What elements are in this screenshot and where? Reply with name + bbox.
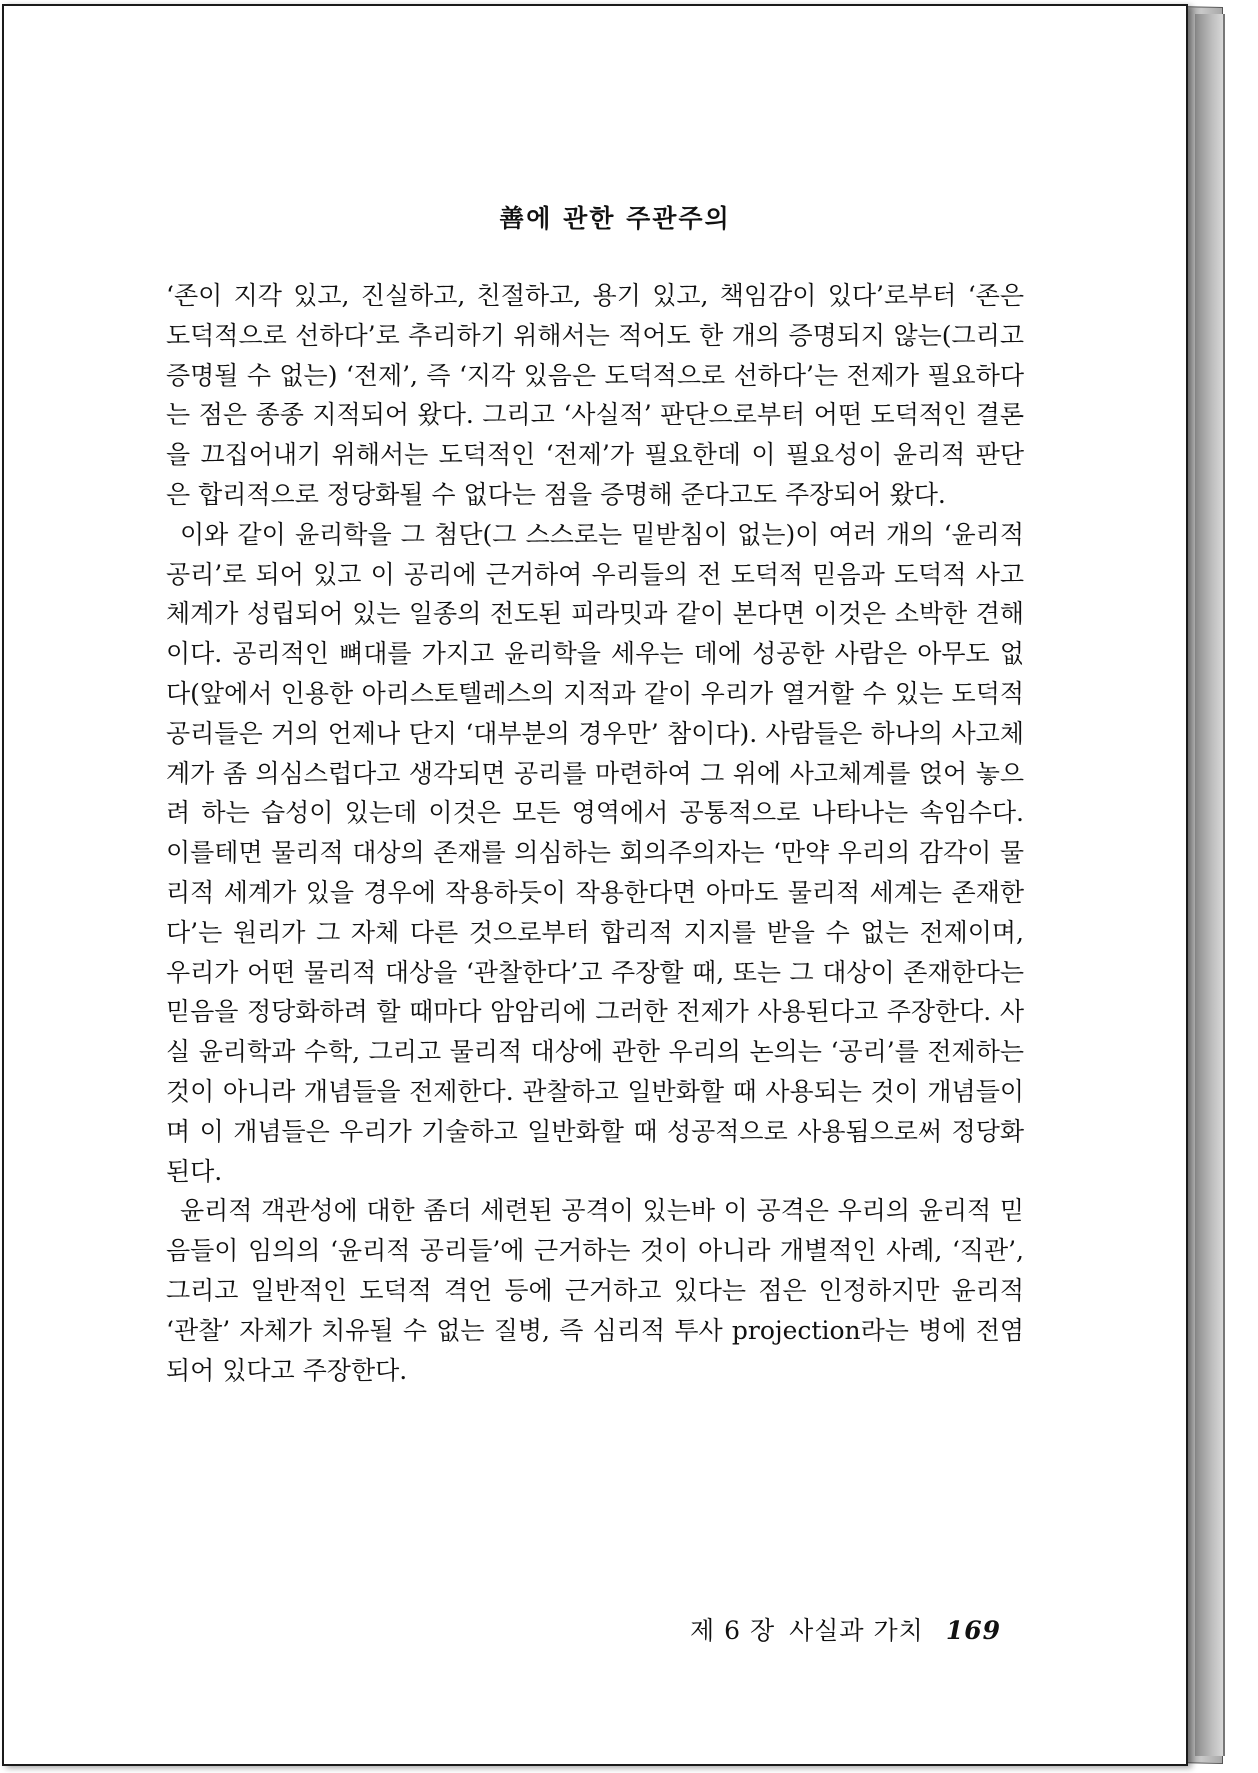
paragraph-1: ‘존이 지각 있고, 진실하고, 친절하고, 용기 있고, 책임감이 있다’로부터 ‘존은 도덕적으로 선하다’로 추리하기 위해서는 적어도 한 개의 증명되지 않는(그리고 증명될 수 없는) ‘전제’, 즉 ‘지각 있음은 도덕적으로 선하다’는 전제가 필요하다는 점은 종종 지적되어 왔다. 그리고 ‘사실적’ 판단으로부터 어떤 도덕적인 결론을 끄집어내기 위해서는 도덕적인 ‘전제’가 필요한데 이 필요성이 윤리적 판단은 합리적으로 정당화될 수 없다는 점을 증명해 준다고도 주장되어 왔다. [166,281,1024,509]
page-number: 169 [945,1616,1001,1645]
chapter-number: 제 6 장 [690,1616,776,1645]
book-page [2,4,1188,1766]
body-text [166,276,1024,1390]
back-page-edge-inner [1195,14,1225,1756]
paragraph-3: 윤리적 객관성에 대한 좀더 세련된 공격이 있는바 이 공격은 우리의 윤리적 믿음들이 임의의 ‘윤리적 공리들’에 근거하는 것이 아니라 개별적인 사례, ‘직관’, 그리고 일반적인 도덕적 격언 등에 근거하고 있다는 점은 인정하지만 윤리적 ‘관찰’ 자체가 치유될 수 없는 질병, 즉 심리적 투사 projection라는 병에 전염되어 있다고 주장한다. [166,1196,1024,1385]
chapter-title: 사실과 가치 [789,1616,924,1645]
page-footer [690,1611,1001,1647]
running-header: 善에 관한 주관주의 [499,204,731,233]
paragraph-2: 이와 같이 윤리학을 그 첨단(그 스스로는 밑받침이 없는)이 여러 개의 ‘윤리적 공리’로 되어 있고 이 공리에 근거하여 우리들의 전 도덕적 믿음과 도덕적 사고체계가 성립되어 있는 일종의 전도된 피라밋과 같이 본다면 이것은 소박한 견해이다. 공리적인 뼈대를 가지고 윤리학을 세우는 데에 성공한 사람은 아무도 없다(앞에서 인용한 아리스토텔레스의 지적과 같이 우리가 열거할 수 있는 도덕적 공리들은 거의 언제나 단지 ‘대부분의 경우만’ 참이다). 사람들은 하나의 사고체계가 좀 의심스럽다고 생각되면 공리를 마련하여 그 위에 사고체계를 얹어 놓으려 하는 습성이 있는데 이것은 모든 영역에서 공통적으로 나타나는 속임수다. 이를테면 물리적 대상의 존재를 의심하는 회의주의자는 ‘만약 우리의 감각이 물리적 세계가 있을 경우에 작용하듯이 작용한다면 아마도 물리적 세계는 존재한다’는 원리가 그 자체 다른 것으로부터 합리적 지지를 받을 수 없는 전제이며, 우리가 어떤 물리적 대상을 ‘관찰한다’고 주장할 때, 또는 그 대상이 존재한다는 믿음을 정당화하려 할 때마다 암암리에 그러한 전제가 사용된다고 주장한다. 사실 윤리학과 수학, 그리고 물리적 대상에 관한 우리의 논의는 ‘공리’를 전제하는 것이 아니라 개념들을 전제한다. 관찰하고 일반화할 때 사용되는 것이 개념들이며 이 개념들은 우리가 기술하고 일반화할 때 성공적으로 사용됨으로써 정당화된다. [166,519,1024,1186]
